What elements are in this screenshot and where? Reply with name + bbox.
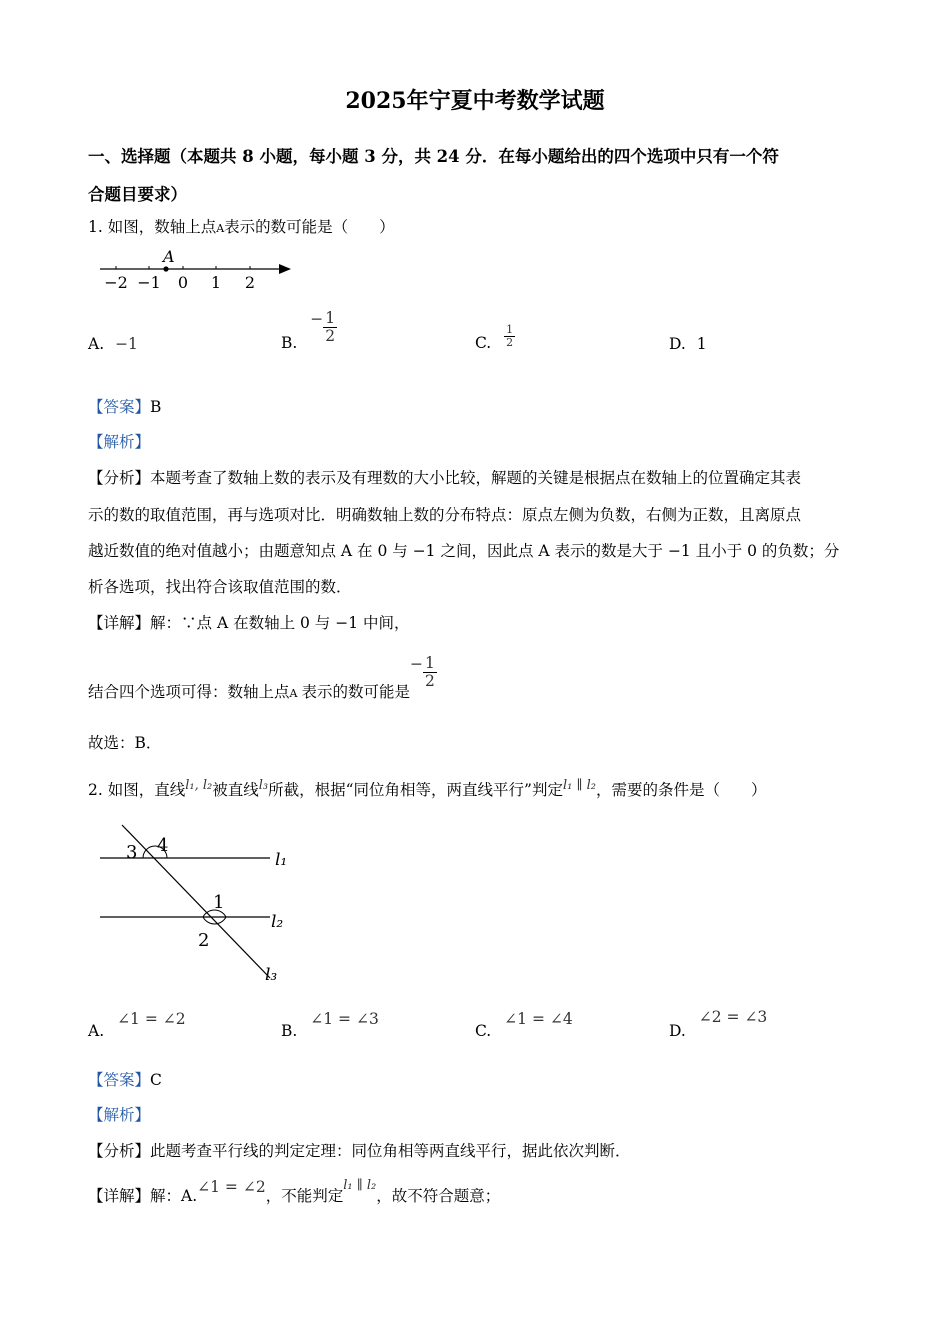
- q1-option-a[interactable]: A. −1: [88, 335, 138, 353]
- q1-fenxi-line1: 【分析】本题考查了数轴上数的表示及有理数的大小比较，解题的关键是根据点在数轴上的位置确定其表: [88, 469, 802, 487]
- page-title: 2025年宁夏中考数学试题: [345, 88, 605, 114]
- q1-stem: 1. 如图，数轴上点A表示的数可能是（ ）: [88, 218, 395, 236]
- tick-label: −1: [137, 273, 161, 292]
- q2-analysis-tag: 【解析】: [88, 1106, 151, 1124]
- angle-label-4: 4: [157, 835, 169, 856]
- q2-answer: 【答案】C: [88, 1071, 162, 1089]
- point-a-dot: [163, 266, 168, 271]
- label-l3: l₃: [265, 965, 278, 985]
- angle-label-3: 3: [126, 842, 138, 863]
- parallel-lines-figure: [95, 820, 300, 990]
- angle-label-1: 1: [213, 892, 225, 913]
- line-l3: [122, 825, 270, 978]
- fraction: $\frac{1}{2}$: [424, 654, 435, 691]
- q2-option-b[interactable]: B. ∠1 = ∠3: [281, 1010, 379, 1040]
- number-line-arrow: [279, 264, 291, 274]
- q2-option-c[interactable]: C. ∠1 = ∠4: [475, 1010, 573, 1040]
- section-heading-line2: 合题目要求）: [88, 185, 187, 204]
- number-line-figure: [95, 245, 300, 295]
- fraction: $\frac{1}{2}$: [325, 309, 336, 346]
- tick-label: 0: [177, 273, 189, 292]
- q1-analysis-tag: 【解析】: [88, 433, 151, 451]
- q1-fenxi-line3: 越近数值的绝对值越小；由题意知点 A 在 0 与 −1 之间，因此点 A 表示的数是大于 −1 且小于 0 的负数；分: [88, 542, 840, 560]
- label-l2: l₂: [271, 912, 284, 932]
- q2-option-d[interactable]: D. ∠2 = ∠3: [669, 1008, 768, 1040]
- label-l1: l₁: [275, 850, 288, 870]
- q1-fenxi-line4: 析各选项，找出符合该取值范围的数．: [88, 578, 352, 596]
- q1-option-b[interactable]: B. − $\frac{1}{2}$: [281, 309, 336, 352]
- q1-xiangjie-line2: 结合四个选项可得：数轴上点A 表示的数可能是− $\frac{1}{2}$: [88, 654, 435, 701]
- q1-conclusion: 故选：B．: [88, 734, 162, 752]
- q1-option-d[interactable]: D. 1: [669, 335, 707, 353]
- q2-stem: 2. 如图，直线$^{l_1, l_2}$被直线$^{l_3}$所截，根据“同位角相等，两直线平行”判定$^{l_1 \parallel l_2}$，需要的条件是（ ）: [88, 778, 767, 799]
- point-a-label: A: [163, 247, 175, 266]
- q1-fenxi-line2: 示的数的取值范围，再与选项对比．明确数轴上数的分布特点：原点左侧为负数，右侧为正数，且离原点: [88, 506, 802, 524]
- tick-label: 2: [244, 273, 256, 292]
- tick-label: 1: [210, 273, 222, 292]
- section-heading-line1: 一、选择题（本题共 8 小题，每小题 3 分，共 24 分．在每小题给出的四个选项中只有一个符: [88, 147, 779, 166]
- q1-option-c[interactable]: C. $\frac{1}{2}$: [475, 323, 514, 352]
- q1-stem-point: A: [216, 222, 225, 235]
- q1-xiangjie-line1: 【详解】解：∵点 A 在数轴上 0 与 −1 中间，: [88, 614, 410, 632]
- q2-fenxi: 【分析】此题考查平行线的判定定理：同位角相等两直线平行，据此依次判断．: [88, 1142, 631, 1160]
- fraction: $\frac{1}{2}$: [506, 323, 514, 350]
- q1-answer: 【答案】B: [88, 398, 162, 416]
- q2-option-a[interactable]: A. ∠1 = ∠2: [88, 1010, 186, 1040]
- q2-xiangjie: 【详解】解：A.∠1 = ∠2，不能判定$^{l_1 \parallel l_2}$，故不符合题意；: [88, 1178, 501, 1205]
- angle-label-2: 2: [198, 930, 210, 951]
- tick-label: −2: [104, 273, 128, 292]
